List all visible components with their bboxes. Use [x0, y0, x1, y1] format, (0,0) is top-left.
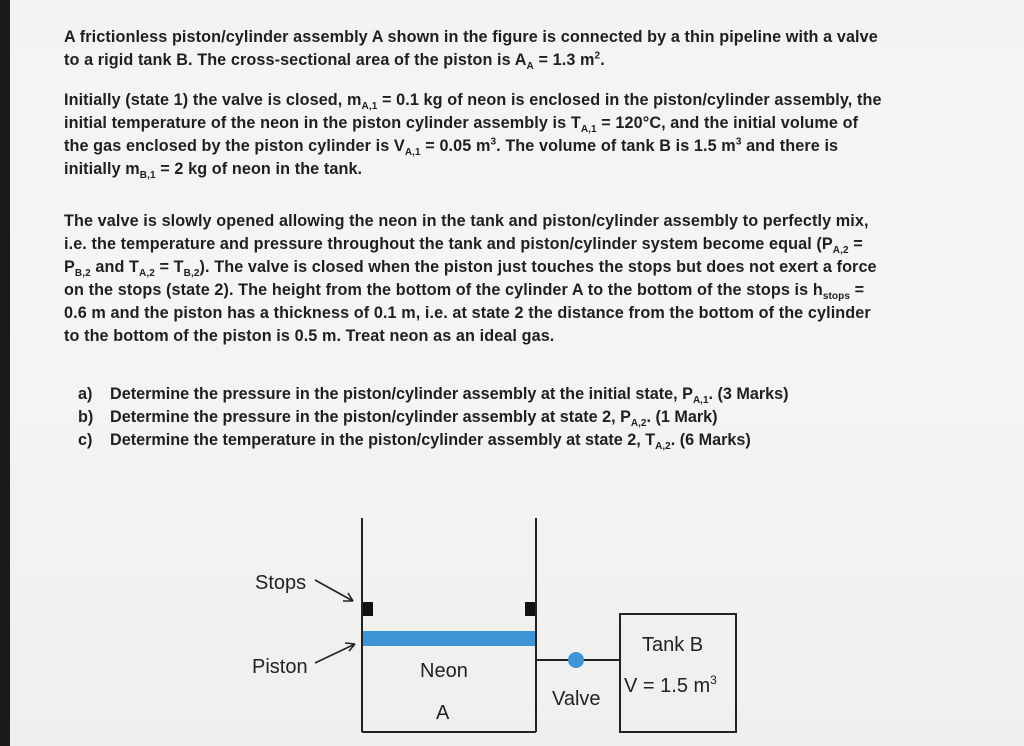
state1-line-3: the gas enclosed by the piston cylinder is $V_{A,1} = 0.05$ $m^3$. The volume of tank B is 1.5 $m^3$ and there is [64, 136, 839, 159]
piston-arrow-line [315, 644, 355, 663]
state1-line-2: initial temperature of the neon in the piston cylinder assembly is $T_{A,1} = 120^\circ C$, and the initial volume of [64, 114, 859, 136]
intro-line-2: to a rigid tank B. The cross-sectional area of the piston is $A_A = 1.3$ $m^2$. [64, 50, 605, 73]
cylinder-a-label: A [436, 702, 450, 724]
neon-label: Neon [420, 660, 468, 682]
tank-title: Tank B [642, 634, 704, 656]
stops-label: Stops [255, 572, 307, 594]
right-stop [525, 602, 535, 616]
question-a: a) Determine the pressure in the piston/cylinder assembly at the initial state, $P_{A,1}$. (3 Marks) [78, 385, 789, 407]
state2-line-3: $P_{B,2}$ and $T_{A,2} = T_{B,2}$). The valve is closed when the piston just touches the stops but does not exert a force [64, 258, 877, 280]
left-stop [363, 602, 373, 616]
intro-line-1: A frictionless piston/cylinder assembly A shown in the figure is connected by a thin pipeline with a valve [64, 28, 878, 46]
state2-line-5: 0.6 m and the piston has a thickness of 0.1 m, i.e. at state 2 the distance from the bottom of the cylinder [64, 304, 871, 322]
stops-arrow-line [315, 580, 353, 601]
state2-line-1: The valve is slowly opened allowing the neon in the tank and piston/cylinder assembly to perfectly mix, [64, 212, 869, 230]
valve-label: Valve [552, 688, 601, 710]
piston-tank-diagram [10, 0, 1024, 746]
piston [363, 631, 535, 646]
question-c: c) Determine the temperature in the piston/cylinder assembly at state 2, $T_{A,2}$. (6 Marks) [78, 431, 751, 453]
problem-sheet [10, 0, 1024, 746]
tank-b [620, 614, 736, 732]
state2-line-4: on the stops (state 2). The height from the bottom of the cylinder A to the bottom of the stops is $h_{stops}$ = [64, 281, 865, 303]
question-b: b) Determine the pressure in the piston/cylinder assembly at state 2, $P_{A,2}$. (1 Mark) [78, 408, 718, 430]
state1-line-1: Initially (state 1) the valve is closed, $m_{A,1} = 0.1$ kg of neon is enclosed in the piston/cylinder assembly, the [64, 91, 882, 113]
piston-label: Piston [252, 656, 308, 678]
valve-icon [568, 652, 584, 668]
tank-volume: V = 1.5 $m^3$ [624, 673, 717, 697]
state2-line-2: i.e. the temperature and pressure throughout the tank and piston/cylinder system become equal ($P_{A,2}$ = [64, 235, 863, 257]
state1-line-4: initially $m_{B,1} = 2$ kg of neon in the tank. [64, 160, 363, 182]
state2-line-6: to the bottom of the piston is 0.5 m. Treat neon as an ideal gas. [64, 327, 555, 345]
